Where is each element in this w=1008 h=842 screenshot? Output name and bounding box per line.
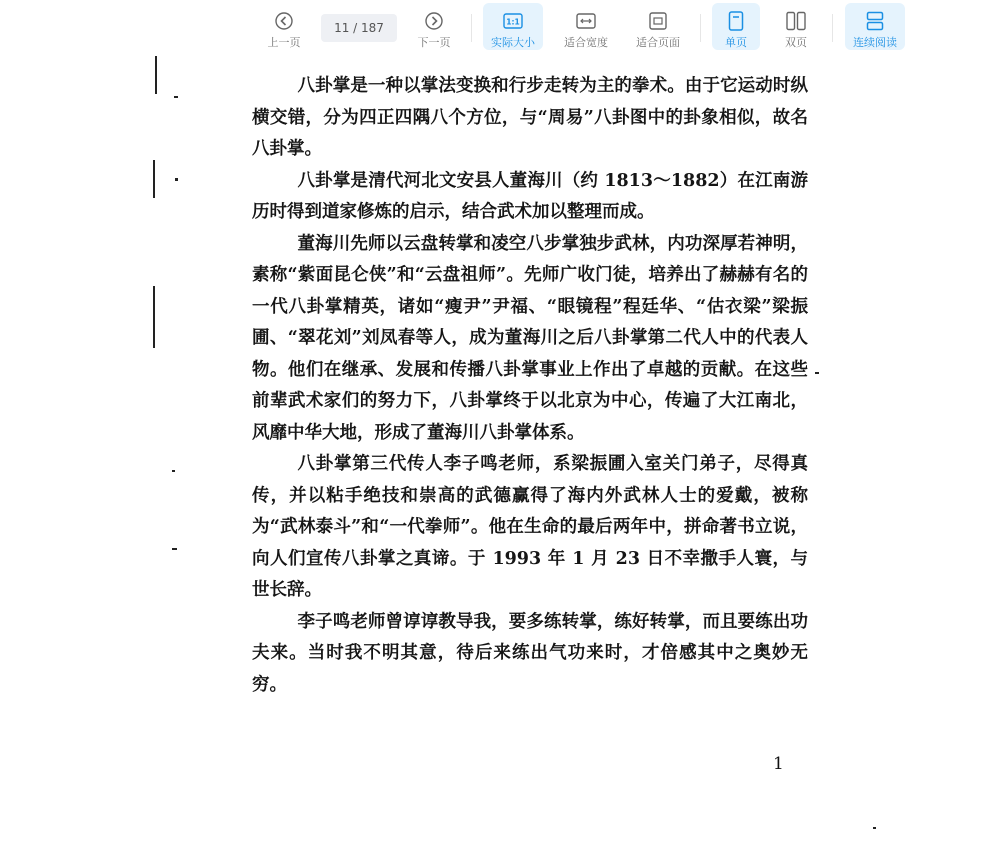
viewer-toolbar	[0, 0, 1008, 56]
toolbar-divider	[832, 14, 833, 42]
scan-artifact-line	[153, 160, 155, 198]
scan-artifact-dot	[873, 827, 876, 829]
actual-size-icon	[503, 9, 523, 32]
single-page-label: 单页	[725, 36, 747, 49]
paragraph: 董海川先师以云盘转掌和凌空八步掌独步武林，内功深厚若神明，素称“紫面昆仑侠”和“云盘祖师”。先师广收门徒，培养出了赫赫有名的一代八卦掌精英，诸如“瘦尹”尹福、“眼镜程”程廷华、“估衣梁”梁振圃、“翠花刘”刘凤春等人，成为董海川之后八卦掌第二代人中的代表人物。他们在继承、发展和传播八卦掌事业上作出了卓越的贡献。在这些前辈武术家们的努力下，八卦掌终于以北京为中心，传遍了大江南北，风靡中华大地，形成了董海川八卦掌体系。	[252, 233, 808, 443]
fit-width-button[interactable]	[556, 3, 616, 50]
scan-artifact-dot	[172, 470, 175, 472]
svg-text:1:1: 1:1	[506, 17, 520, 26]
paragraph: 八卦掌是一种以掌法变换和行步走转为主的拳术。由于它运动时纵横交错，分为四正四隅八个方位，与“周易”八卦图中的卦象相似，故名八卦掌。	[252, 76, 808, 159]
next-circle-icon	[424, 9, 444, 32]
double-page-button[interactable]	[772, 3, 820, 50]
fit-page-button[interactable]	[628, 3, 688, 50]
scan-artifact-line	[155, 56, 157, 94]
scan-artifact-dot	[175, 178, 178, 181]
fit-width-icon	[576, 9, 596, 32]
next-page-button[interactable]	[408, 3, 460, 50]
paragraph: 八卦掌是清代河北文安县人董海川（约 1813～1882）在江南游历时得到道家修炼的启示，结合武术加以整理而成。	[252, 170, 808, 222]
prev-page-label: 上一页	[267, 36, 301, 49]
page-text	[252, 71, 808, 701]
single-page-icon	[728, 9, 744, 32]
paragraph: 李子鸣老师曾谆谆教导我，要多练转掌，练好转掌，而且要练出功夫来。当时我不明其意，待后来练出气功来时，才倍感其中之奥妙无穷。	[252, 611, 808, 695]
double-page-label: 双页	[785, 36, 807, 49]
paragraph: 八卦掌第三代传人李子鸣老师，系梁振圃入室关门弟子，尽得真传，并以粘手绝技和崇高的武德赢得了海内外武林人士的爱戴，被称为“武林泰斗”和“一代拳师”。他在生命的最后两年中，拼命著书立说，向人们宣传八卦掌之真谛。于 1993 年 1 月 23 日不幸撒手人寰，与世长辞。	[252, 454, 808, 600]
fit-width-label: 适合宽度	[564, 36, 608, 49]
actual-size-label: 实际大小	[491, 36, 535, 49]
single-page-button[interactable]	[712, 3, 760, 50]
fit-page-label: 适合页面	[636, 36, 680, 49]
continuous-reading-button[interactable]	[845, 3, 905, 50]
continuous-reading-label: 连续阅读	[853, 36, 897, 49]
continuous-reading-icon	[866, 9, 884, 32]
scan-artifact-dot	[172, 548, 177, 550]
page-number-field[interactable]: 11 / 187	[321, 14, 397, 42]
fit-page-icon	[649, 9, 667, 32]
prev-page-button[interactable]	[258, 3, 310, 50]
scan-artifact-dot	[815, 372, 819, 374]
actual-size-button[interactable]	[483, 3, 543, 50]
scan-artifact-line	[153, 286, 155, 348]
scan-artifact-dot	[174, 96, 178, 98]
toolbar-divider	[700, 14, 701, 42]
prev-circle-icon	[274, 9, 294, 32]
page-number: 1	[773, 754, 784, 774]
document-page	[0, 56, 1008, 842]
next-page-label: 下一页	[417, 36, 451, 49]
double-page-icon	[786, 9, 806, 32]
toolbar-divider	[471, 14, 472, 42]
